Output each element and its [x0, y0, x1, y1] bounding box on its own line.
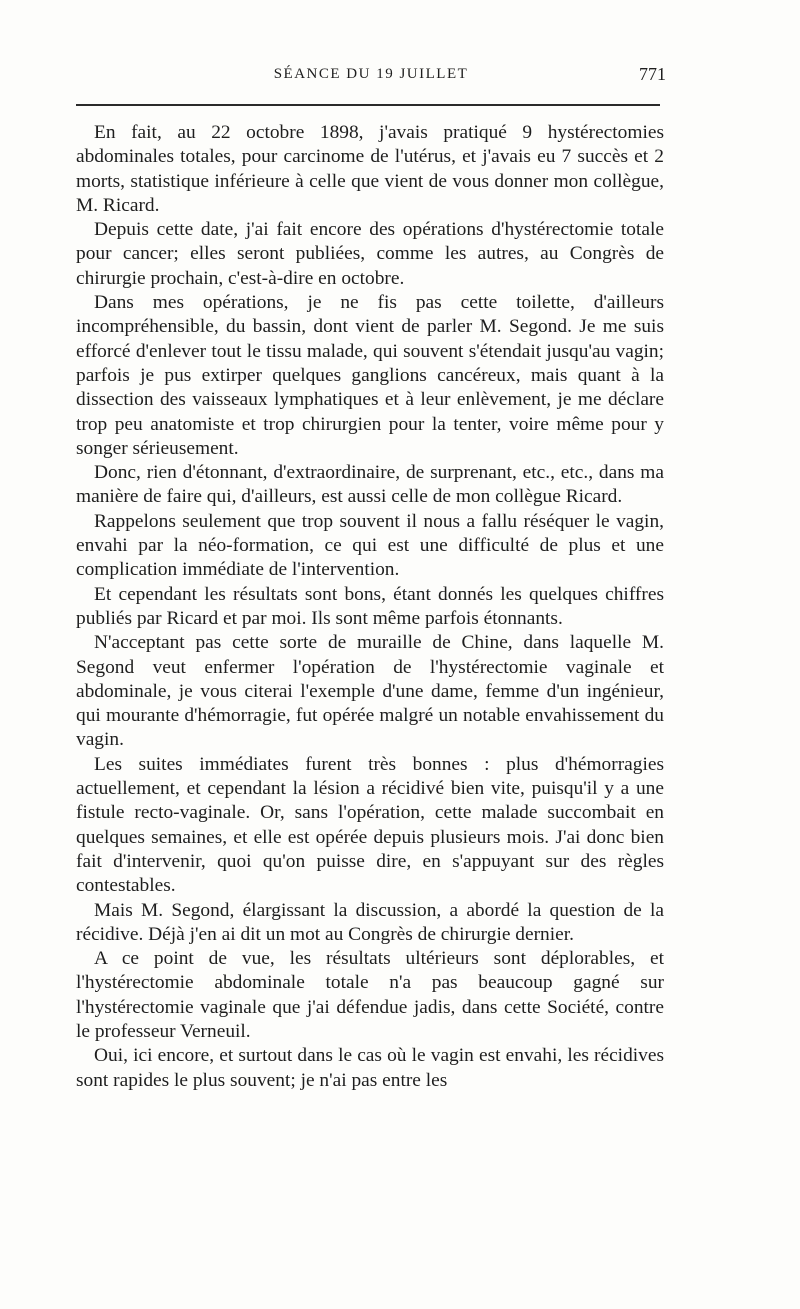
paragraph: En fait, au 22 octobre 1898, j'avais pratiqué 9 hystérectomies abdominales totales, pour carcinome de l'utérus, et j'avais eu 7 succès et 2 morts, statistique inférieure à celle que vient de vous donner mon collègue, M. Ricard.: [76, 122, 664, 216]
paragraph: A ce point de vue, les résultats ultérieurs sont déplorables, et l'hystérectomie abdominale totale n'a pas beaucoup gagné sur l'hystérectomie vaginale que j'ai défendue jadis, dans cette Société, contre le professeur Verneuil.: [76, 948, 664, 1042]
paragraph: Rappelons seulement que trop souvent il nous a fallu réséquer le vagin, envahi par la néo-formation, ce qui est une difficulté de plus et une complication immédiate de l'intervention.: [76, 510, 664, 581]
page-number: 771: [639, 64, 666, 84]
paragraph: Oui, ici encore, et surtout dans le cas où le vagin est envahi, les récidives sont rapides le plus souvent; je n'ai pas entre les: [76, 1045, 664, 1091]
body-text: [76, 121, 664, 1093]
paragraph: Les suites immédiates furent très bonnes : plus d'hémorragies actuellement, et cependant la lésion a récidivé bien vite, puisqu'il y a une fistule recto-vaginale. Or, sans l'opération, cette malade succombait en quelques semaines, et elle est opérée depuis plusieurs mois. J'ai donc bien fait d'intervenir, quoi qu'on puisse dire, en s'appuyant sur des règles contestables.: [76, 753, 664, 897]
running-title: SÉANCE DU 19 JUILLET: [273, 66, 469, 82]
paragraph: Dans mes opérations, je ne fis pas cette toilette, d'ailleurs incompréhensible, du bassin, dont vient de parler M. Segond. Je me suis efforcé d'enlever tout le tissu malade, qui souvent s'étendait jusqu'au vagin; parfois je pus extirper quelques ganglions cancéreux, mais quant à la dissection des vaisseaux lymphatiques et à leur enlèvement, je me déclare trop peu anatomiste et trop chirurgien pour la tenter, voire même pour y songer sérieusement.: [76, 292, 664, 459]
paragraph: Mais M. Segond, élargissant la discussion, a abordé la question de la récidive. Déjà j'en ai dit un mot au Congrès de chirurgie dernier.: [76, 899, 664, 945]
paragraph: Donc, rien d'étonnant, d'extraordinaire, de surprenant, etc., etc., dans ma manière de faire qui, d'ailleurs, est aussi celle de mon collègue Ricard.: [76, 462, 664, 508]
paragraph: Depuis cette date, j'ai fait encore des opérations d'hystérectomie totale pour cancer; elles seront publiées, comme les autres, au Congrès de chirurgie prochain, c'est-à-dire en octobre.: [76, 219, 664, 289]
paragraph: N'acceptant pas cette sorte de muraille de Chine, dans laquelle M. Segond veut enfermer l'opération de l'hystérectomie vaginale et abdominale, je vous citerai l'exemple d'une dame, femme d'un ingénieur, qui mourante d'hémorragie, fut opérée malgré un notable envahissement du vagin.: [76, 632, 664, 751]
header-rule: [76, 104, 660, 106]
running-head: [76, 66, 666, 90]
paragraph: Et cependant les résultats sont bons, étant donnés les quelques chiffres publiés par Ricard et par moi. Ils sont même parfois étonnants.: [76, 583, 664, 629]
